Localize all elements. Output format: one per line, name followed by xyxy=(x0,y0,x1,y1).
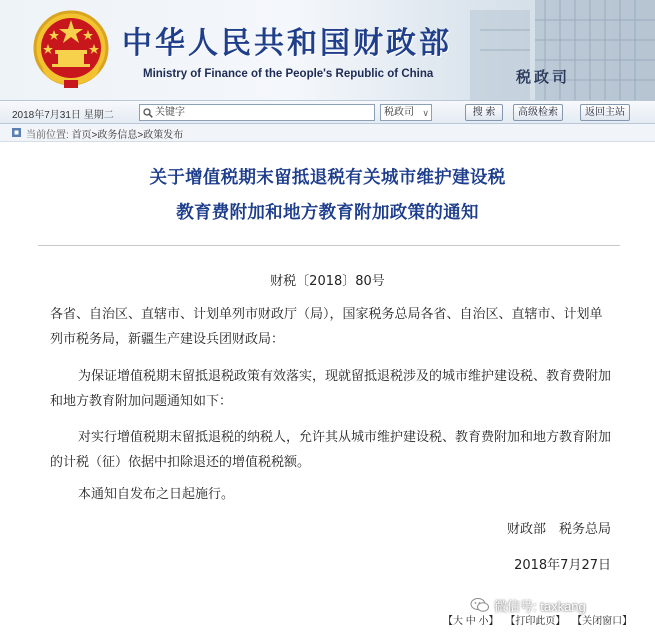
national-emblem-icon xyxy=(30,6,112,92)
article-title-line1: 关于增值税期末留抵退税有关城市维护建设税 xyxy=(149,168,506,188)
addressee-paragraph: 各省、自治区、直辖市、计划单列市财政厅（局），国家税务总局各省、自治区、直辖市、计划单列市税务局，新疆生产建设兵团财政局： xyxy=(50,307,603,347)
wechat-watermark: 微信号: taxkang xyxy=(494,599,586,614)
ministry-name-cn: 中华人民共和国财政部 xyxy=(122,26,452,61)
breadcrumb-path[interactable]: 首页>政务信息>政策发布 xyxy=(71,130,184,141)
advanced-search-button[interactable]: 高级检索 xyxy=(513,104,563,121)
department-label: 税政司 xyxy=(516,68,571,86)
document-number: 财税〔2018〕80号 xyxy=(270,274,385,289)
font-size-tool[interactable]: 【大 中 小】 xyxy=(443,616,499,627)
ministry-name-en: Ministry of Finance of the People's Republic of China xyxy=(143,68,434,80)
wechat-icon xyxy=(470,597,490,613)
print-page-link[interactable]: 【打印此页】 xyxy=(505,616,566,627)
body-paragraph-3: 本通知自发布之日起施行。 xyxy=(78,487,235,502)
search-icon xyxy=(143,108,153,118)
body-paragraph-2: 对实行增值税期末留抵退税的纳税人，允许其从城市维护建设税、教育费附加和地方教育附加的计税（征）依据中扣除退还的增值税税额。 xyxy=(50,430,612,470)
breadcrumb-label: 当前位置: xyxy=(26,130,69,141)
chevron-down-icon: ∨ xyxy=(422,108,429,118)
search-input[interactable] xyxy=(139,104,375,121)
issuer-signature: 财政部 税务总局 xyxy=(506,522,611,537)
title-divider xyxy=(38,245,620,246)
close-window-link[interactable]: 【关闭窗口】 xyxy=(572,616,633,627)
search-button[interactable]: 搜 索 xyxy=(465,104,503,121)
current-date: 2018年7月31日 星期二 xyxy=(12,110,114,121)
body-paragraph-1: 为保证增值税期末留抵退税政策有效落实，现就留抵退税涉及的城市维护建设税、教育费附加和地方教育附加问题通知如下： xyxy=(50,369,612,409)
location-marker-icon xyxy=(12,128,21,137)
scope-select-value: 税政司 xyxy=(384,107,414,118)
toolbar xyxy=(0,100,655,124)
breadcrumb xyxy=(0,124,655,142)
site-banner xyxy=(0,0,655,100)
issue-date: 2018年7月27日 xyxy=(514,558,611,573)
home-button[interactable]: 返回主站 xyxy=(580,104,630,121)
scope-select[interactable] xyxy=(380,104,432,121)
search-input-value: 关键字 xyxy=(155,107,185,118)
breadcrumb-text xyxy=(26,126,183,141)
article-title-line2: 教育费附加和地方教育附加政策的通知 xyxy=(176,203,479,223)
